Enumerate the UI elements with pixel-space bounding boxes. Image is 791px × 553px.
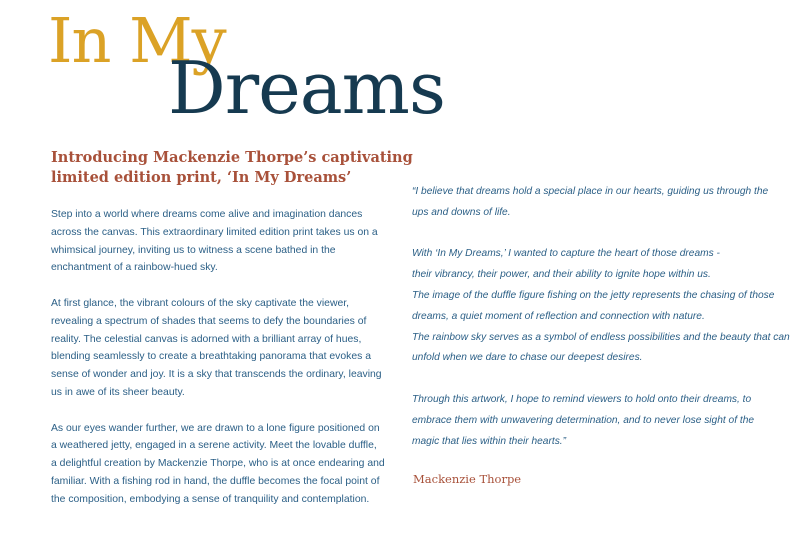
- artist-signature: Mackenzie Thorpe: [413, 472, 522, 486]
- artist-quote-column: [412, 182, 790, 473]
- text-line: embrace them with unwavering determination, and to never lose sight of the: [412, 414, 755, 426]
- subtitle-line-2: limited edition print, ‘In My Dreams’: [51, 169, 352, 186]
- text-line: whimsical journey, inviting us to witness a scene bathed in the: [51, 244, 336, 256]
- text-line: dreams, a quiet moment of reflection and connection with nature.: [412, 310, 705, 322]
- text-line: At first glance, the vibrant colours of the sky captivate the viewer,: [51, 297, 350, 309]
- text-line: “I believe that dreams hold a special place in our hearts, guiding us through the: [412, 186, 769, 197]
- intro-paragraph-3: [51, 420, 385, 509]
- quote-paragraph-2: [412, 244, 790, 369]
- text-line: unfold when we dare to chase our deepest desires.: [412, 352, 643, 364]
- text-line: The rainbow sky serves as a symbol of endless possibilities and the beauty that can: [412, 331, 790, 343]
- text-line: a weathered jetty, engaged in a serene activity. Meet the lovable duffle,: [51, 440, 377, 452]
- intro-paragraph-1: [51, 206, 381, 277]
- text-line: ups and downs of life.: [412, 206, 511, 218]
- text-line: the composition, embodying a sense of tranquility and contemplation.: [51, 493, 370, 505]
- text-line: The image of the duffle figure fishing on the jetty represents the chasing of those: [412, 289, 775, 301]
- text-line: enchantment of a rainbow-hued sky.: [51, 262, 218, 274]
- text-line: reality. The celestial canvas is adorned with a brilliant array of hues,: [51, 333, 362, 345]
- title-in-my: In My: [48, 4, 226, 77]
- text-line: magic that lies within their hearts.”: [412, 435, 567, 447]
- subtitle-line-1: Introducing Mackenzie Thorpe’s captivating: [51, 149, 413, 166]
- text-line: Step into a world where dreams come alive and imagination dances: [51, 209, 363, 220]
- text-line: blending seamlessly to create a breathtaking panorama that evokes a: [51, 351, 371, 363]
- subtitle: [51, 148, 413, 188]
- text-line: their vibrancy, their power, and their ability to ignite hope within us.: [412, 269, 711, 281]
- text-line: As our eyes wander further, we are drawn to a lone figure positioned on: [51, 422, 380, 434]
- text-line: familiar. With a fishing rod in hand, the duffle becomes the focal point of: [51, 475, 380, 487]
- intro-paragraph-2: [51, 295, 381, 402]
- text-line: across the canvas. This extraordinary limited edition print takes us on a: [51, 226, 378, 238]
- text-line: us in awe of its sheer beauty.: [51, 386, 185, 398]
- intro-body-column: [51, 206, 385, 526]
- text-line: revealing a spectrum of shades that seems to defy the boundaries of: [51, 315, 367, 327]
- text-line: Through this artwork, I hope to remind viewers to hold onto their dreams, to: [412, 393, 752, 405]
- text-line: sense of wonder and joy. It is a sky that transcends the ordinary, leaving: [51, 369, 382, 381]
- text-line: With ‘In My Dreams,’ I wanted to capture the heart of those dreams -: [412, 248, 720, 260]
- text-line: a delightful creation by Mackenzie Thorpe, who is at once endearing and: [51, 458, 385, 470]
- quote-paragraph-1: [412, 182, 772, 224]
- quote-paragraph-3: [412, 390, 772, 452]
- title-dreams: Dreams: [168, 46, 445, 130]
